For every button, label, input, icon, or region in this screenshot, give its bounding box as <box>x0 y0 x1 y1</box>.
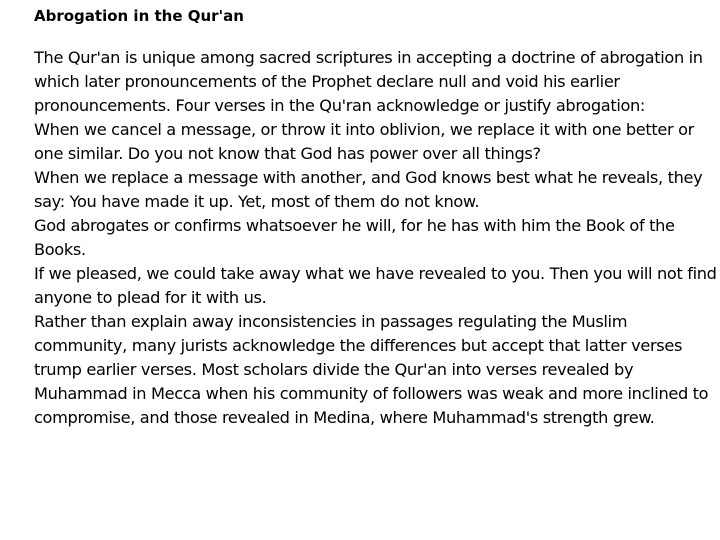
document-title: Abrogation in the Qur'an <box>34 7 244 25</box>
verse-paragraph-1: When we cancel a message, or throw it into oblivion, we replace it with one better or one similar. Do you not know that God has power over all things? <box>34 120 694 163</box>
document-page <box>34 6 718 430</box>
document-body <box>34 46 718 430</box>
intro-paragraph: The Qur'an is unique among sacred scriptures in accepting a doctrine of abrogation in which later pronouncements of the Prophet declare null and void his earlier pronouncements. Four verses in the Qu'ran acknowledge or justify abrogation: <box>34 48 703 115</box>
conclusion-paragraph: Rather than explain away inconsistencies in passages regulating the Muslim community, many jurists acknowledge the differences but accept that latter verses trump earlier verses. Most scholars divide the Qur'an into verses revealed by Muhammad in Mecca when his community of followers was weak and more inclined to compromise, and those revealed in Medina, where Muhammad's strength grew. <box>34 312 709 427</box>
verse-paragraph-4: If we pleased, we could take away what we have revealed to you. Then you will not find anyone to plead for it with us. <box>34 264 717 307</box>
verse-paragraph-3: God abrogates or confirms whatsoever he will, for he has with him the Book of the Books. <box>34 216 675 259</box>
verse-paragraph-2: When we replace a message with another, and God knows best what he reveals, they say: You have made it up. Yet, most of them do not know. <box>34 168 703 211</box>
